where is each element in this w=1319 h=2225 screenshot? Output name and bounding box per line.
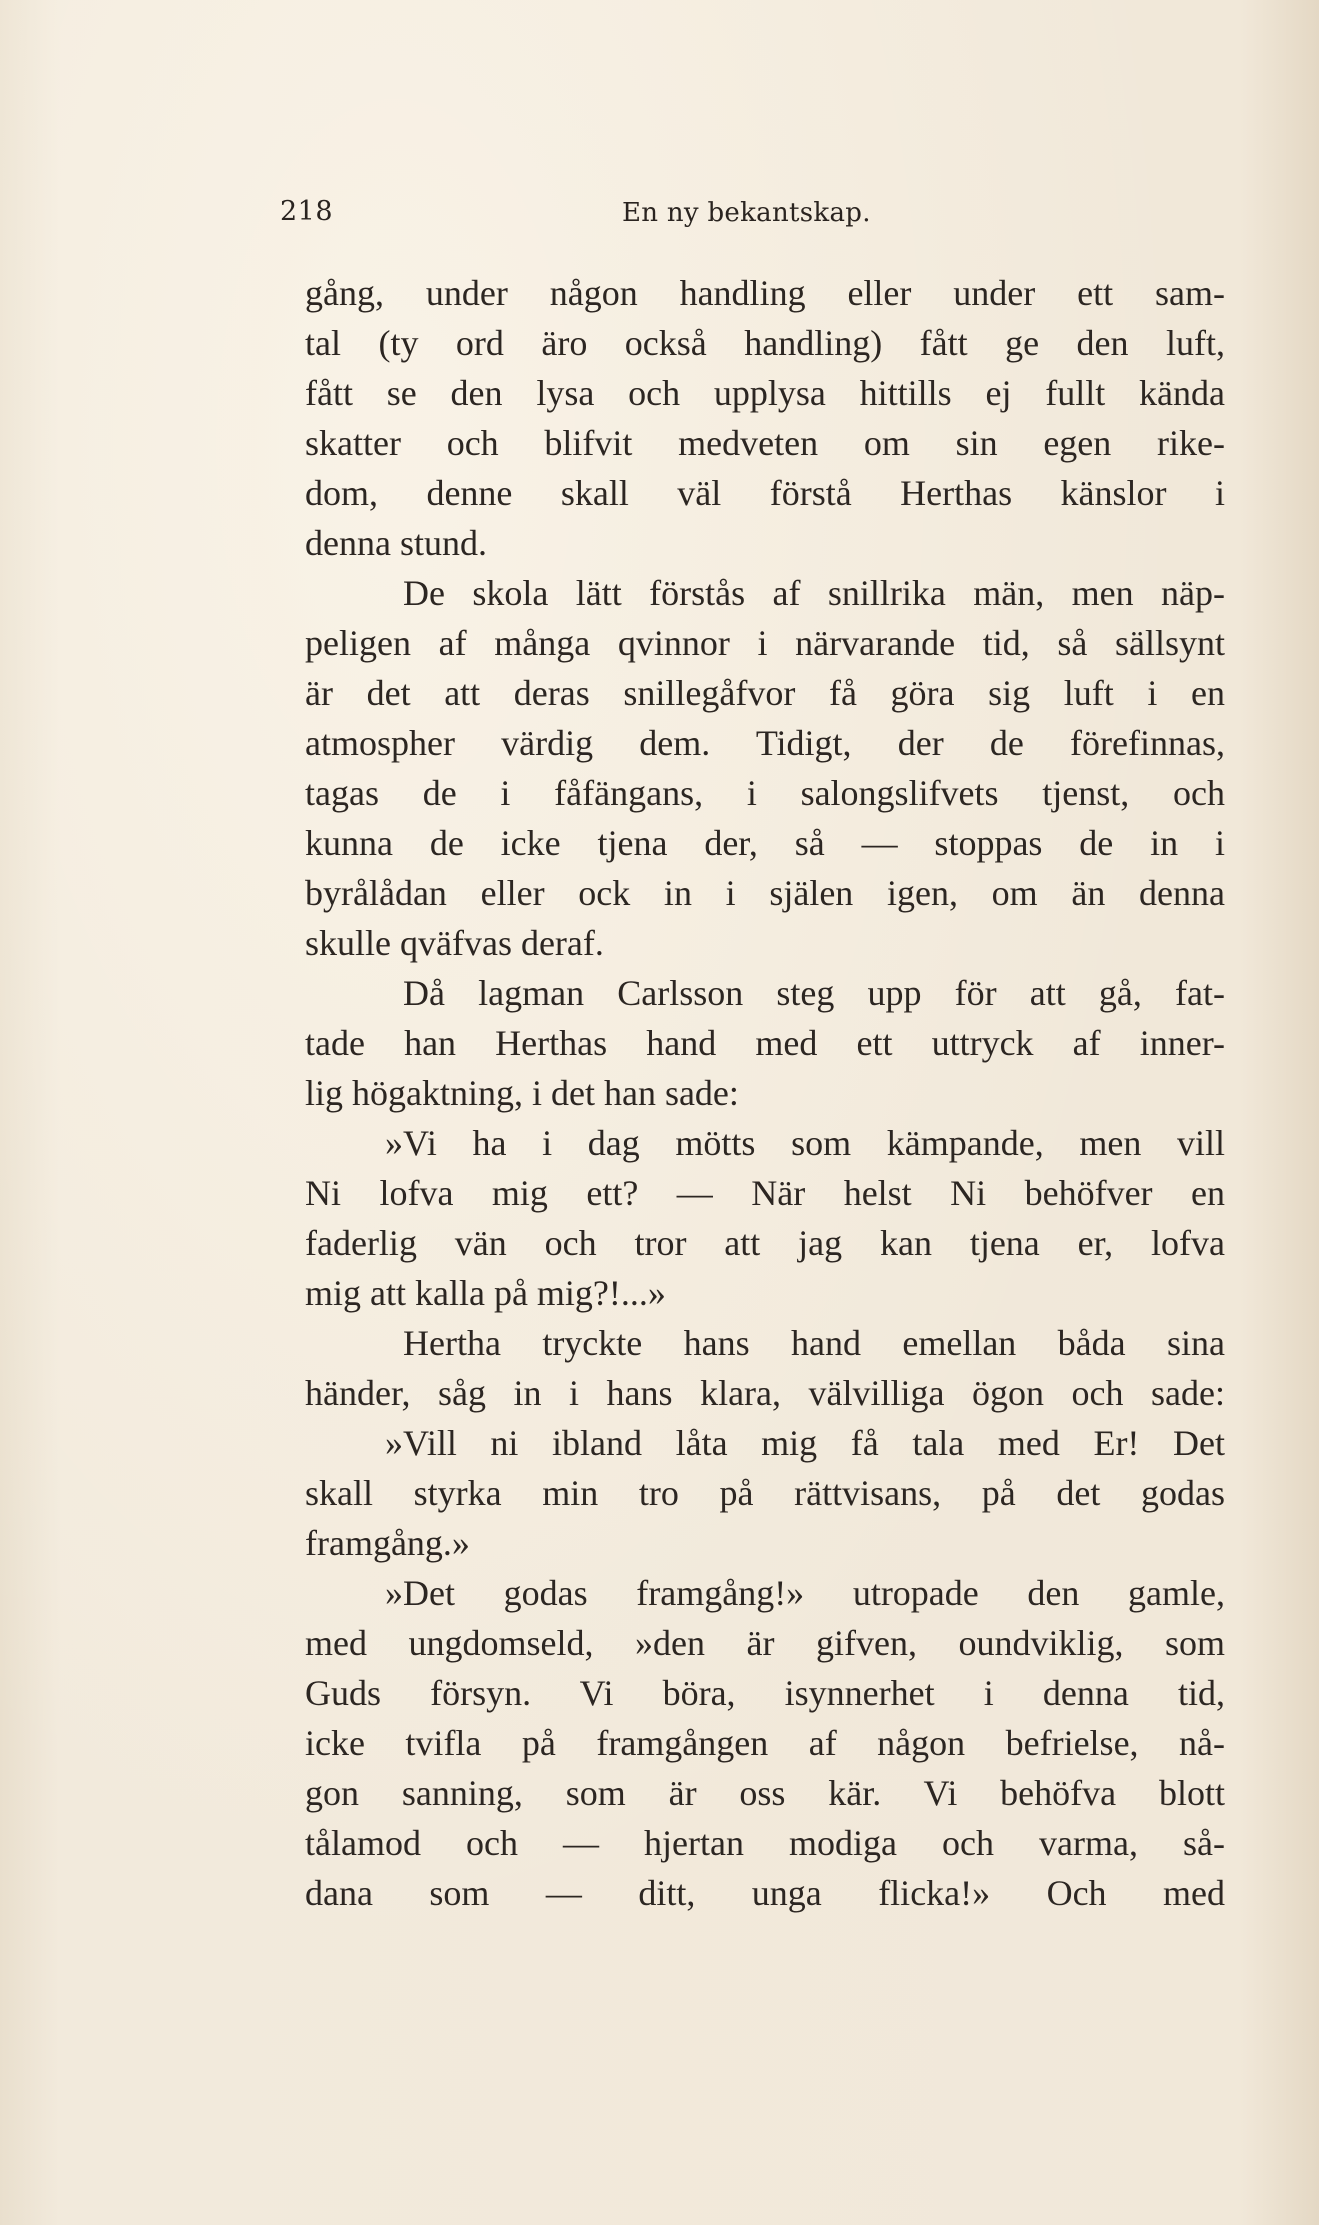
text-line: Guds försyn. Vi böra, isynnerhet i denna tid, — [305, 1673, 1225, 1713]
text-line: byrålådan eller ock in i själen igen, om än denna — [305, 873, 1225, 913]
text-line: dom, denne skall väl förstå Herthas känslor i — [305, 473, 1225, 513]
text-line: atmospher värdig dem. Tidigt, der de förefinnas, — [305, 723, 1225, 763]
text-line: skulle qväfvas deraf. — [305, 923, 604, 963]
text-line: händer, såg in i hans klara, välvilliga ögon och sade: — [305, 1373, 1225, 1413]
text-line: tagas de i fåfängans, i salongslifvets tjenst, och — [305, 773, 1225, 813]
text-line: gång, under någon handling eller under ett sam- — [305, 273, 1225, 313]
page-number: 218 — [280, 196, 334, 227]
text-line: Ni lofva mig ett? — När helst Ni behöfver en — [305, 1173, 1225, 1213]
text-line: är det att deras snillegåfvor få göra sig luft i en — [305, 673, 1225, 713]
running-head: En ny bekantskap. — [622, 198, 871, 228]
text-line: skatter och blifvit medveten om sin egen rike- — [305, 423, 1225, 463]
text-line: dana som — ditt, unga flicka!» Och med — [305, 1873, 1225, 1913]
text-line: mig att kalla på mig?!...» — [305, 1273, 666, 1313]
text-line: lig högaktning, i det han sade: — [305, 1073, 739, 1113]
text-line: med ungdomseld, »den är gifven, oundviklig, som — [305, 1623, 1225, 1663]
body-text — [305, 268, 1225, 1918]
text-line: Då lagman Carlsson steg upp för att gå, fat- — [403, 973, 1225, 1013]
text-line: tålamod och — hjertan modiga och varma, så- — [305, 1823, 1225, 1863]
text-line: »Vill ni ibland låta mig få tala med Er! Det — [385, 1423, 1225, 1463]
text-line: peligen af många qvinnor i närvarande tid, så sällsynt — [305, 623, 1225, 663]
text-line: skall styrka min tro på rättvisans, på det godas — [305, 1473, 1225, 1513]
text-line: denna stund. — [305, 523, 487, 563]
text-line: icke tvifla på framgången af någon befrielse, nå- — [305, 1723, 1225, 1763]
text-line: fått se den lysa och upplysa hittills ej fullt kända — [305, 373, 1225, 413]
text-line: tade han Herthas hand med ett uttryck af inner- — [305, 1023, 1225, 1063]
text-line: »Det godas framgång!» utropade den gamle, — [385, 1573, 1225, 1613]
page-header — [280, 196, 900, 236]
text-line: gon sanning, som är oss kär. Vi behöfva blott — [305, 1773, 1225, 1813]
text-line: De skola lätt förstås af snillrika män, men näp- — [403, 573, 1225, 613]
text-line: framgång.» — [305, 1523, 470, 1563]
text-line: »Vi ha i dag mötts som kämpande, men vill — [385, 1123, 1225, 1163]
text-line: Hertha tryckte hans hand emellan båda sina — [403, 1323, 1225, 1363]
text-line: tal (ty ord äro också handling) fått ge den luft, — [305, 323, 1225, 363]
text-line: faderlig vän och tror att jag kan tjena er, lofva — [305, 1223, 1225, 1263]
text-line: kunna de icke tjena der, så — stoppas de in i — [305, 823, 1225, 863]
